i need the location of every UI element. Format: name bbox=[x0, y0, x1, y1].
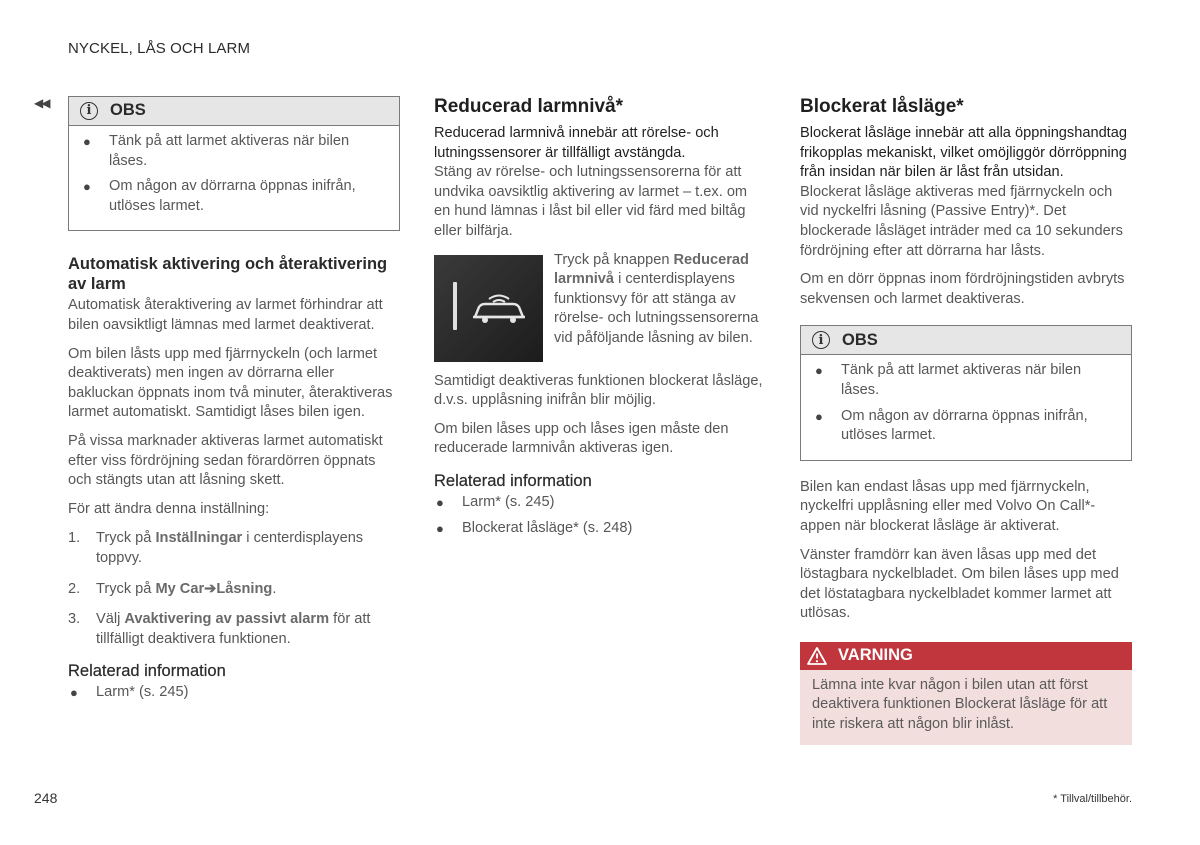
section-title: Blockerat låsläge* bbox=[800, 96, 964, 117]
paragraph: Bilen kan endast låsas upp med fjärrnyckeln, nyckelfri upplåsning eller med Volvo On Call*-appen när blockerat låsläge är aktiverat. bbox=[800, 478, 1096, 534]
section-title: Reducerad larmnivå* bbox=[434, 96, 624, 117]
paragraph: Blockerat låsläge aktiveras med fjärrnyckeln och vid nyckelfri låsning (Passive Entry)*. Det blockerade låsläget inträder med ca 10 sekunders fördröjning efter att dörrarna har låsts. bbox=[800, 183, 1123, 259]
ui-term: Avaktivering av passivt alarm bbox=[124, 611, 330, 628]
step-text: Välj Avaktivering av passivt alarm för att tillfälligt deaktivera funktionen. bbox=[96, 611, 371, 647]
obs-body bbox=[69, 126, 399, 230]
related-link[interactable] bbox=[434, 493, 766, 513]
previous-page-icon[interactable]: ◀◀ bbox=[34, 96, 49, 110]
obs-title: OBS bbox=[842, 330, 878, 349]
step-number: 3. bbox=[68, 611, 81, 628]
warning-header bbox=[800, 642, 1132, 670]
column-left bbox=[68, 96, 400, 709]
step-item bbox=[68, 529, 400, 568]
obs-note-box bbox=[68, 96, 400, 231]
related-link-text[interactable]: Larm* (s. 245) bbox=[96, 684, 189, 701]
car-alarm-icon bbox=[469, 289, 529, 329]
paragraph: För att ändra denna inställning: bbox=[68, 500, 270, 517]
info-icon: i bbox=[812, 331, 830, 349]
step-item bbox=[68, 580, 400, 600]
list-item bbox=[813, 407, 1121, 446]
obs-title: OBS bbox=[110, 101, 146, 120]
paragraph: Stäng av rörelse- och lutningssensorerna för att undvika oavsiktlig aktivering av larmet – t.ex. om en hund lämnas i låst bil eller vid färd med biltåg eller bilfärja. bbox=[434, 164, 748, 239]
bullet-icon: ● bbox=[83, 134, 91, 149]
related-heading: Relaterad information bbox=[434, 471, 592, 490]
paragraph: Samtidigt deaktiveras funktionen blockerat låsläge, d.v.s. upplåsning inifrån blir möjlig. bbox=[434, 372, 763, 409]
chapter-header: NYCKEL, LÅS OCH LARM bbox=[68, 40, 251, 57]
ui-term: My Car bbox=[155, 580, 205, 597]
ui-term: Låsning bbox=[216, 580, 273, 597]
step-text: Tryck på Inställningar i centerdisplayens toppvy. bbox=[96, 530, 364, 566]
paragraph: Om bilen låsts upp med fjärrnyckeln (och larmet deaktiverats) men ingen av dörrarna eller bakluckan öppnats inom två minuter, återaktiveras larmet automatiskt. Samtidigt låses bilen igen. bbox=[68, 345, 393, 421]
paragraph: Automatisk återaktivering av larmet förhindrar att bilen oavsiktligt lämnas med larmet deaktiverat. bbox=[68, 297, 383, 333]
step-text: Tryck på My Car➔Låsning. bbox=[96, 580, 277, 597]
obs-body bbox=[801, 355, 1131, 459]
figure-block bbox=[434, 251, 766, 362]
footnote: * Tillval/tillbehör. bbox=[1053, 793, 1132, 805]
paragraph: Om en dörr öppnas inom fördröjningstiden avbryts sekvensen och larmet deaktiveras. bbox=[800, 271, 1125, 307]
indicator-bar bbox=[453, 282, 457, 330]
bullet-icon: ● bbox=[83, 179, 91, 195]
related-heading: Relaterad information bbox=[68, 662, 226, 681]
bullet-icon: ● bbox=[70, 685, 78, 701]
paragraph: Vänster framdörr kan även låsas upp med det löstagbara nyckelbladet. Om bilen låses upp med det löstatagbara nyckelbladet kommer larmet att utlösas. bbox=[800, 546, 1119, 622]
arrow-icon: ➔ bbox=[204, 580, 217, 597]
step-item bbox=[68, 610, 400, 649]
warning-title: VARNING bbox=[838, 646, 913, 665]
list-item-text: Om någon av dörrarna öppnas inifrån, utlöses larmet. bbox=[109, 178, 356, 214]
info-icon: i bbox=[80, 102, 98, 120]
column-middle bbox=[434, 96, 766, 544]
lead-paragraph: Reducerad larmnivå innebär att rörelse- och lutningssensorer är tillfälligt avstängda. bbox=[434, 125, 719, 161]
step-number: 2. bbox=[68, 580, 81, 597]
paragraph: Om bilen låses upp och låses igen måste den reducerade larmnivån aktiveras igen. bbox=[434, 420, 729, 457]
obs-header bbox=[801, 326, 1131, 355]
step-number: 1. bbox=[68, 530, 81, 547]
related-link[interactable] bbox=[434, 519, 766, 539]
obs-header bbox=[69, 97, 399, 126]
related-link[interactable] bbox=[68, 683, 400, 703]
bullet-icon: ● bbox=[436, 494, 444, 510]
ui-term: Reducerad larmnivå bbox=[554, 251, 749, 288]
list-item-text: Tänk på att larmet aktiveras när bilen låses. bbox=[841, 362, 1082, 398]
warning-text: Lämna inte kvar någon i bilen utan att först deaktivera funktionen Blockerat låsläge för att inte riskera att någon blir inlåst. bbox=[812, 676, 1108, 733]
column-right bbox=[800, 96, 1132, 745]
ui-term: Inställningar bbox=[155, 530, 243, 547]
obs-note-box bbox=[800, 325, 1132, 460]
warning-triangle-icon bbox=[806, 646, 828, 666]
list-item bbox=[813, 361, 1121, 400]
bullet-icon: ● bbox=[436, 520, 444, 536]
lead-paragraph: Blockerat låsläge innebär att alla öppningshandtag frikopplas mekaniskt, vilket omöjliggör dörröppning från insidan när bilen är låst från utsidan. bbox=[800, 125, 1127, 181]
related-link-text[interactable]: Blockerat låsläge* (s. 248) bbox=[462, 519, 633, 536]
list-item-text: Tänk på att larmet aktiveras när bilen låses. bbox=[109, 133, 350, 169]
bullet-icon: ● bbox=[815, 363, 823, 379]
figure-caption: Tryck på knappen Reducerad larmnivå i centerdisplayens funktionsvy för att stänga av rörelse- och lutningssensorerna vid påföljande låsning av bilen. bbox=[554, 251, 759, 346]
section-heading: Automatisk aktivering och återaktivering av larm bbox=[68, 255, 388, 294]
reduced-alarm-button-image bbox=[434, 255, 543, 362]
bullet-icon: ● bbox=[815, 408, 823, 424]
list-item bbox=[81, 132, 389, 171]
paragraph: På vissa marknader aktiveras larmet automatiskt efter viss fördröjning sedan förardörren öppnats och stängts utan att låsning skett. bbox=[68, 432, 383, 489]
page-number: 248 bbox=[34, 790, 58, 806]
list-item-text: Om någon av dörrarna öppnas inifrån, utlöses larmet. bbox=[841, 407, 1088, 444]
list-item bbox=[81, 177, 389, 216]
warning-box bbox=[800, 642, 1132, 745]
related-link-text[interactable]: Larm* (s. 245) bbox=[462, 493, 555, 510]
